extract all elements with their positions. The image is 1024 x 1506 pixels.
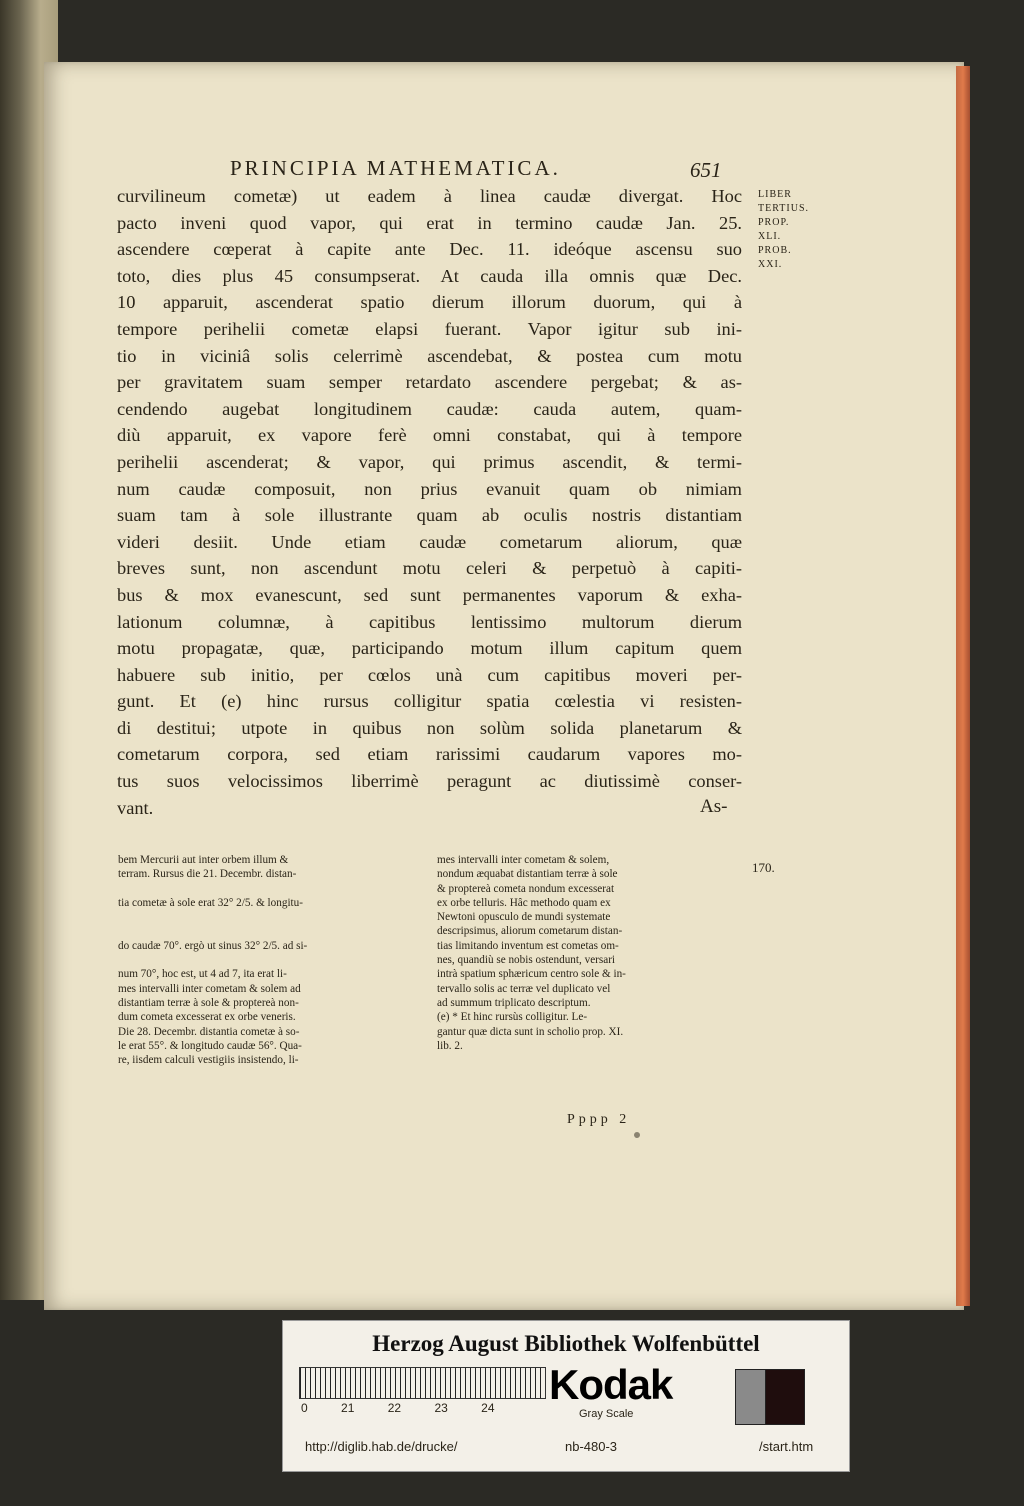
note-line: num 70°, hoc est, ut 4 ad 7, ita erat li- <box>118 968 287 981</box>
note-line: mes intervalli inter cometam & solem ad <box>118 982 301 995</box>
text-line: perihelii ascenderat; & vapor, qui primus ascendit, & termi- <box>117 451 742 472</box>
note-line: dum cometa excesserat ex orbe veneris. <box>118 1011 296 1024</box>
margin-line: XLI. <box>758 231 782 242</box>
ruler-number: 21 <box>341 1401 355 1415</box>
ruler-number: 0 <box>301 1401 308 1415</box>
text-line: bus & mox evanescunt, sed sunt permanentes vaporum & exha- <box>117 584 742 605</box>
text-line: cometarum corpora, sed etiam rarissimi caudarum vapores mo- <box>117 744 742 765</box>
note-line: bem Mercurii aut inter orbem illum & <box>118 854 289 866</box>
note-line: & proptereà cometa nondum excesserat <box>437 882 615 895</box>
note-line: Die 28. Decembr. distantia cometæ à so- <box>118 1025 300 1038</box>
text-line: motu propagatæ, quæ, participando motum illum capitum quem <box>117 638 742 659</box>
page-number: 651 <box>690 158 722 182</box>
note-line: le erat 55°. & longitudo caudæ 56°. Qua- <box>118 1039 302 1052</box>
gray-patch <box>735 1369 767 1425</box>
note-line: Newtoni opusculo de mundi systemate <box>437 911 611 924</box>
note-line <box>118 953 418 967</box>
ruler-number: 23 <box>434 1401 448 1415</box>
text-line: di destitui; utpote in quibus non solùm solida planetarum & <box>117 717 742 738</box>
margin-line: PROP. <box>758 217 790 228</box>
note-line: terram. Rursus die 21. Decembr. distan- <box>118 868 297 881</box>
side-number: 170. <box>752 860 775 875</box>
note-line: tia cometæ à sole erat 32° 2/5. & longitu- <box>118 896 303 909</box>
text-line: videri desiit. Unde etiam caudæ cometarum aliorum, quæ <box>117 531 742 552</box>
text-line: cendendo augebat longitudinem caudæ: cauda autem, quam- <box>117 398 742 419</box>
text-line: per gravitatem suam semper retardato ascendere pergebat; & as- <box>117 372 742 393</box>
text-line: vant. <box>117 797 154 818</box>
url-right: /start.htm <box>759 1439 814 1454</box>
note-line: tias limitando inventum est cometas om- <box>437 939 619 952</box>
main-text <box>117 183 742 821</box>
note-line: intrà spatium sphæricum centro sole & in- <box>437 968 626 981</box>
running-title: PRINCIPIA MATHEMATICA. <box>230 156 561 180</box>
note-line <box>118 910 418 924</box>
note-line: do caudæ 70°. ergò ut sinus 32° 2/5. ad si- <box>118 939 308 952</box>
color-target-card <box>282 1320 850 1472</box>
text-line: diù apparuit, ex vapore ferè omni constabat, qui à tempore <box>117 425 742 446</box>
note-line: (e) * Et hinc rursùs colligitur. Le- <box>437 1011 588 1024</box>
note-line: mes intervalli inter cometam & solem, <box>437 854 610 866</box>
footnotes-right-column <box>437 853 737 1053</box>
note-line <box>118 924 418 938</box>
note-line: descripsimus, aliorum cometarum distan- <box>437 925 623 938</box>
text-line: gunt. Et (e) hinc rursus colligitur spatia cœlestia vi resisten- <box>117 691 742 712</box>
library-name: Herzog August Bibliothek Wolfenbüttel <box>372 1331 760 1356</box>
note-line: ad summum triplicato descriptum. <box>437 996 591 1009</box>
text-line: num caudæ composuit, non prius evanuit quam ob nimiam <box>117 478 742 499</box>
text-line: pacto inveni quod vapor, qui erat in termino caudæ Jan. 25. <box>117 212 742 233</box>
margin-note <box>758 188 809 272</box>
catchword: As- <box>700 796 728 817</box>
ink-dot <box>634 1132 640 1138</box>
note-line: nes, quandiù se nobis ostendunt, versari <box>437 954 616 967</box>
text-line: lationum columnæ, à capitibus lentissimo multorum dierum <box>117 611 742 632</box>
note-line: lib. 2. <box>437 1039 463 1052</box>
margin-line: XXI. <box>758 259 783 270</box>
url-left: http://diglib.hab.de/drucke/ <box>305 1439 458 1454</box>
text-line: 10 apparuit, ascenderat spatio dierum illorum duorum, qui à <box>117 292 742 313</box>
margin-line: TERTIUS. <box>758 203 810 214</box>
dark-patch <box>765 1369 805 1425</box>
ruler-number: 24 <box>481 1401 495 1415</box>
gray-scale-label: Gray Scale <box>579 1408 634 1420</box>
footnotes-left-column <box>118 853 418 1067</box>
margin-line: LIBER <box>758 189 792 200</box>
margin-line: PROB. <box>758 245 792 256</box>
ruler-scale <box>299 1367 546 1399</box>
note-line <box>118 882 418 896</box>
note-line: ex orbe telluris. Hâc methodo quam ex <box>437 896 611 909</box>
text-line: toto, dies plus 45 consumpserat. At cauda illa omnis quæ Dec. <box>117 265 742 286</box>
page-fore-edge <box>956 66 970 1306</box>
text-line: habuere sub initio, per cœlos unà cum capitibus moveri per- <box>117 664 742 685</box>
text-line: curvilineum cometæ) ut eadem à linea caudæ divergat. Hoc <box>117 186 742 206</box>
text-line: tempore perihelii cometæ elapsi fuerant. Vapor igitur sub ini- <box>117 318 742 339</box>
text-line: suam tam à sole illustrante quam ab oculis nostris distantiam <box>117 505 742 526</box>
note-line: tervallo solis ac terræ vel duplicato vel <box>437 982 611 995</box>
kodak-logo: Kodak <box>549 1361 673 1408</box>
note-line: re, iisdem calculi vestigiis insistendo, li- <box>118 1054 299 1067</box>
text-line: breves sunt, non ascendunt motu celeri & perpetuò à capiti- <box>117 558 742 579</box>
ruler-numbers <box>301 1401 525 1415</box>
shelfmark-code: nb-480-3 <box>565 1439 618 1454</box>
text-line: tus suos velocissimos liberrimè peragunt ac diutissimè conser- <box>117 771 742 792</box>
note-line: gantur quæ dicta sunt in scholio prop. XI. <box>437 1025 624 1038</box>
note-line: distantiam terræ à sole & proptereà non- <box>118 996 299 1009</box>
text-line: tio in viciniâ solis celerrimè ascendebat, & postea cum motu <box>117 345 742 366</box>
ruler-number: 22 <box>387 1401 402 1415</box>
text-line: ascendere cœperat à capite ante Dec. 11. ideóque ascensu suo <box>117 239 742 260</box>
note-line: nondum æquabat distantiam terræ à sole <box>437 868 618 881</box>
signature-mark: Pppp 2 <box>567 1112 631 1127</box>
